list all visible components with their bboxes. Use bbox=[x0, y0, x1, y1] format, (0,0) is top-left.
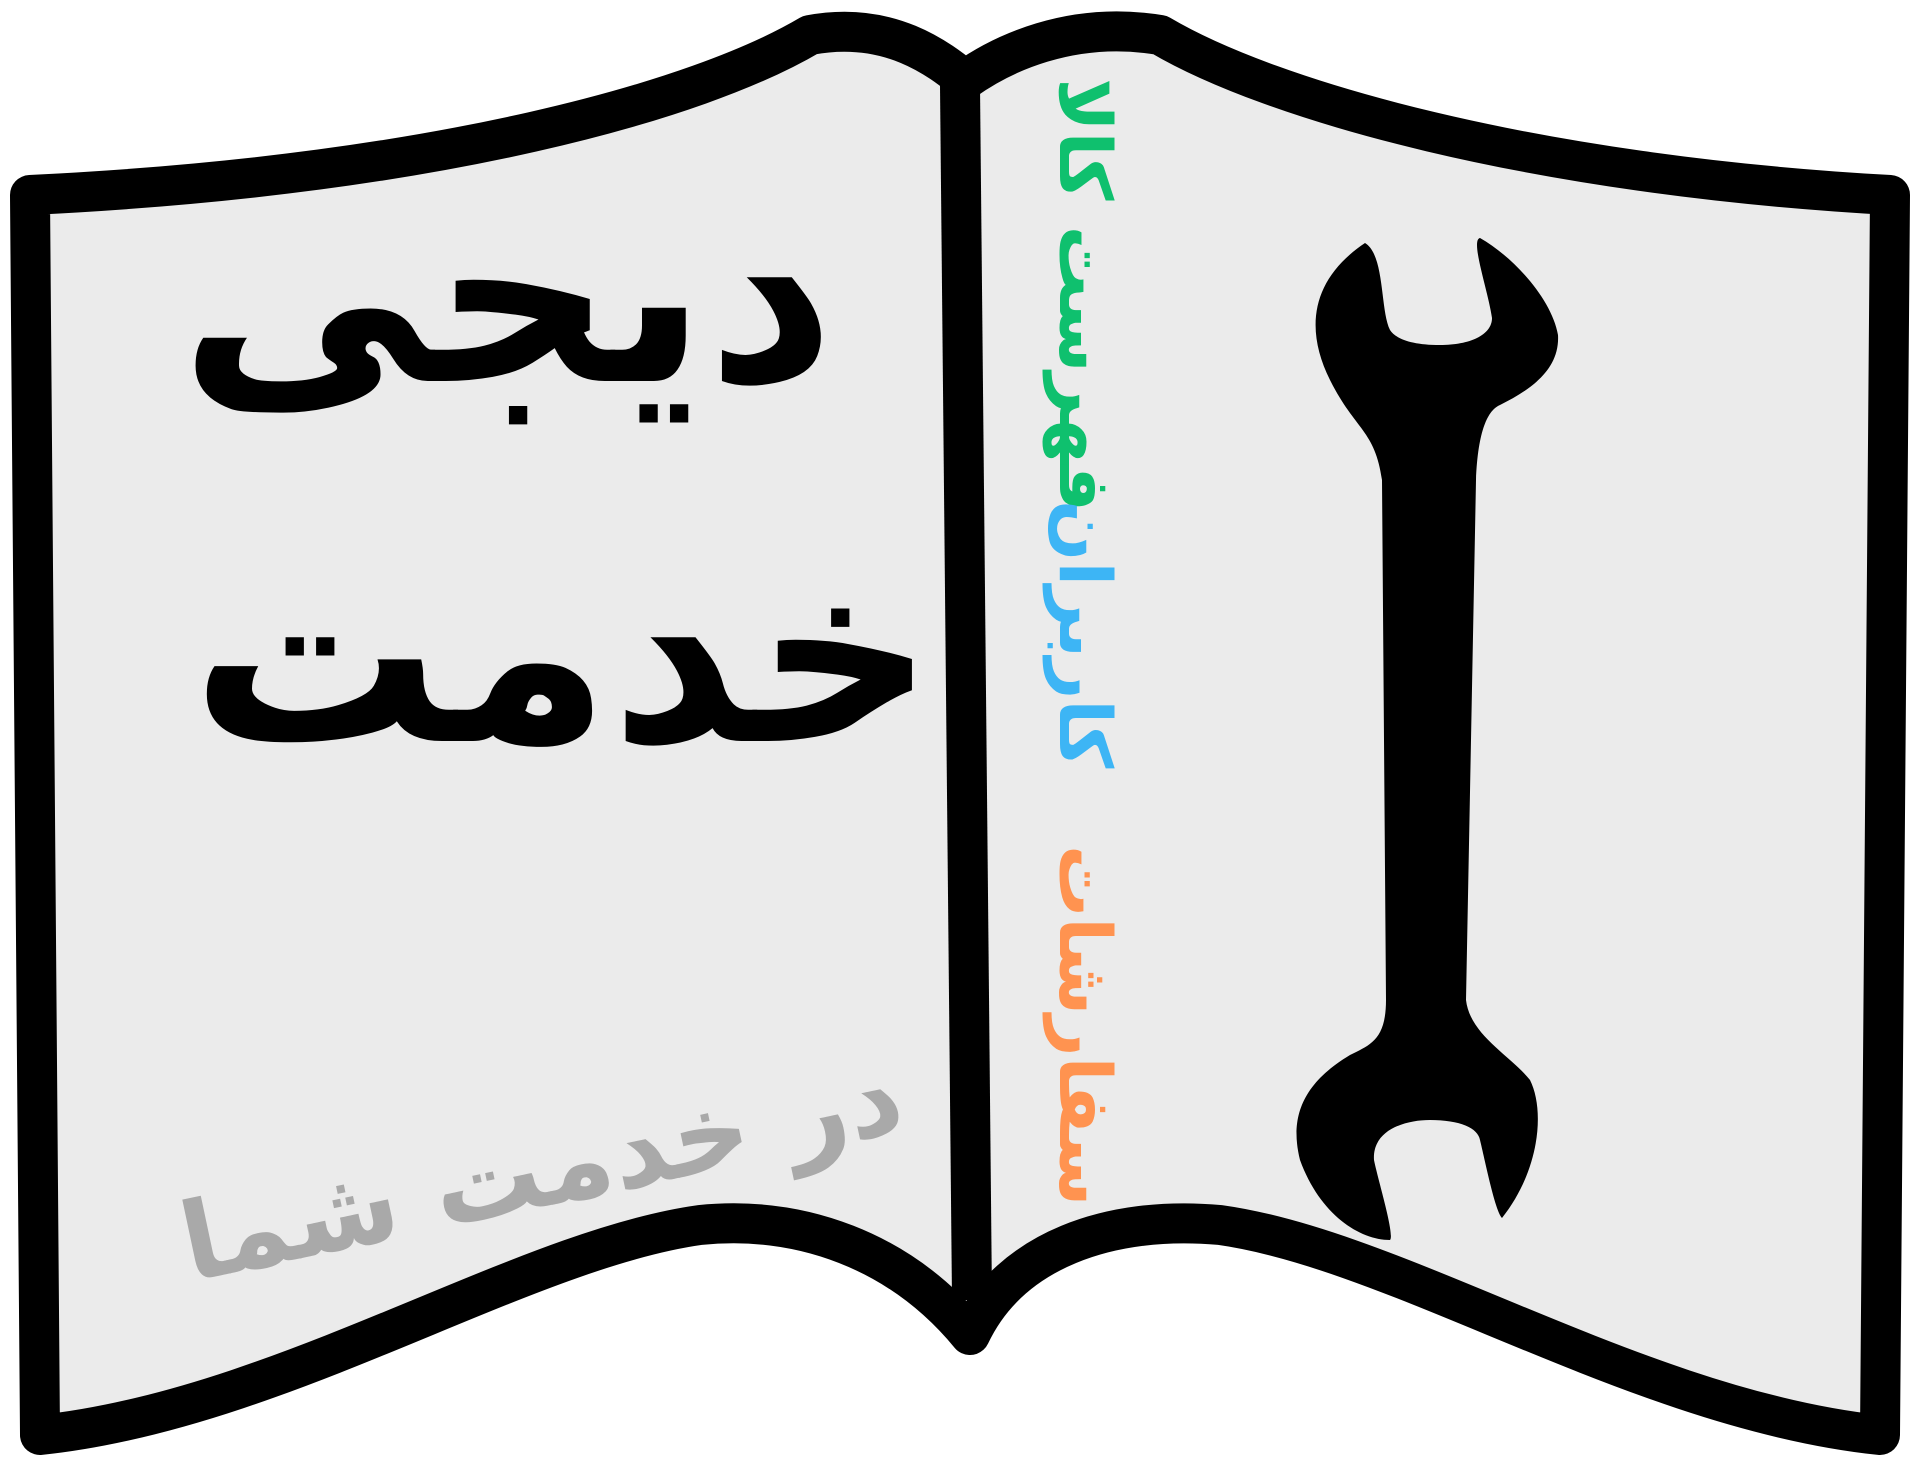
brand-title-line-1: دیجی bbox=[179, 149, 835, 440]
label-users: کاربران bbox=[1043, 500, 1127, 769]
label-orders: سفارشات bbox=[1043, 845, 1127, 1207]
book-spine bbox=[960, 85, 972, 1300]
brand-tagline: در خدمت شما bbox=[169, 1032, 913, 1308]
brand-title-line-2: خدمت bbox=[190, 509, 935, 800]
label-product-list: فهرست کالا bbox=[1043, 78, 1127, 513]
